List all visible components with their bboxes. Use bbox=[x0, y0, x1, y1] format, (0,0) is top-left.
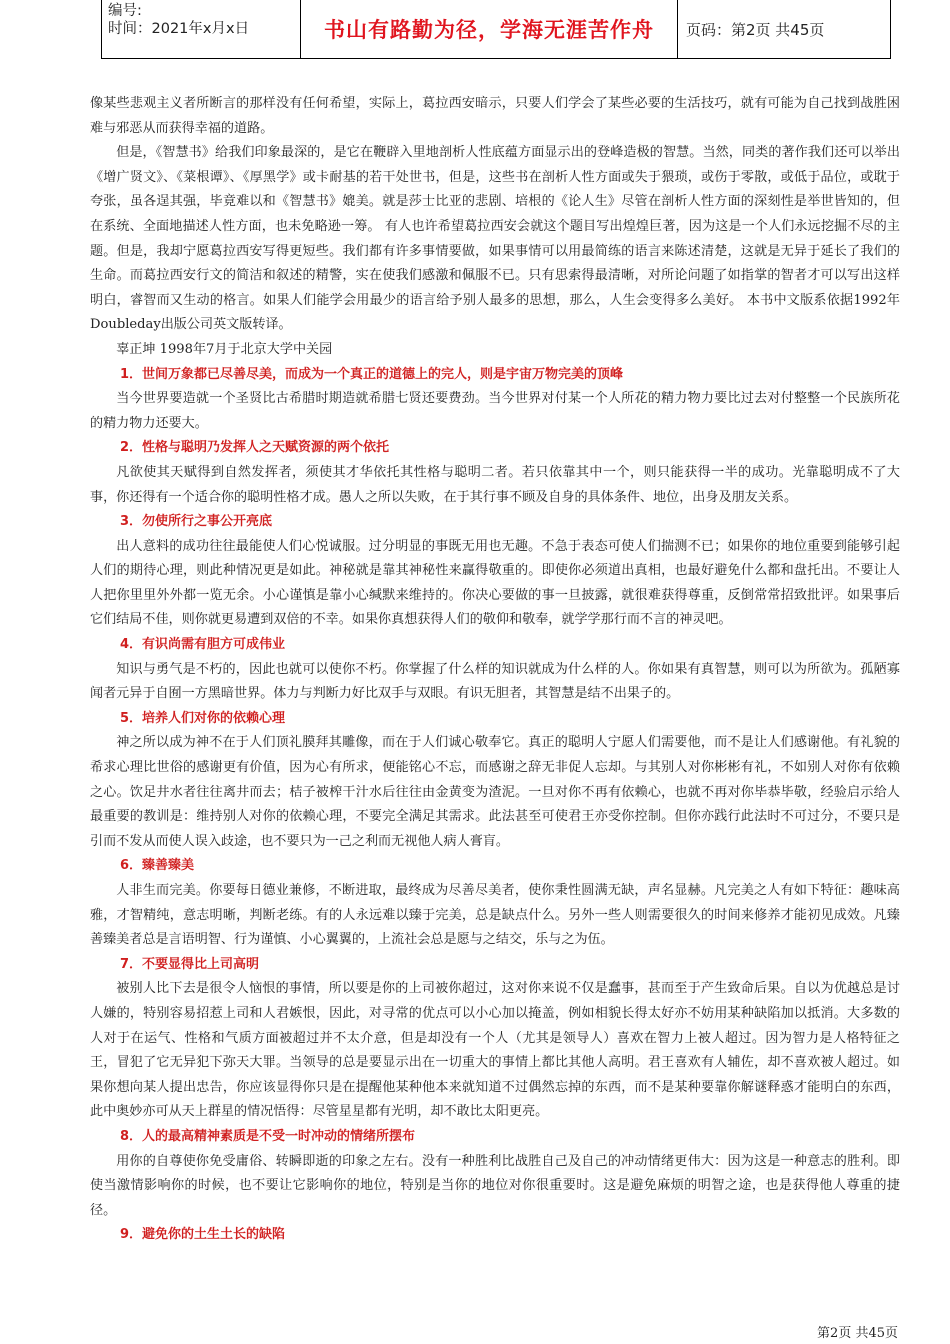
time-label: 时间：2021年x月x日 bbox=[108, 21, 250, 37]
section-body: 知识与勇气是不朽的，因此也就可以使你不朽。你掌握了什么样的知识就成为什么样的人。你如果有真智慧，则可以为所欲为。孤陋寡闻者元异于自囿一方黑暗世界。体力与判断力好比双手与双眼。有识无胆者，其智慧是结不出果子的。 bbox=[90, 661, 900, 702]
section-heading: 4．有识尚需有胆方可成伟业 bbox=[120, 637, 286, 653]
header-left-cell bbox=[102, 0, 301, 58]
section-heading: 1．世间万象都已尽善尽美，而成为一个真正的道德上的完人，则是宇宙万物完美的顶峰 bbox=[120, 366, 624, 382]
section-heading: 5．培养人们对你的依赖心理 bbox=[120, 710, 286, 726]
header-table bbox=[101, 0, 891, 59]
paragraph: 但是，《智慧书》给我们印象最深的，是它在鞭辟入里地剖析人性底蕴方面显示出的登峰造极的智慧。当然，同类的著作我们还可以举出《增广贤文》、《菜根谭》、《厚黑学》或卡耐基的若干处世书，但是，这些书在剖析人性方面或失于猥琐，或伤于零散，或低于品位，或耽于夸张，虽各逞其强，毕竟难以和《智慧书》媲美。就是莎士比亚的悲剧、培根的《论人生》尽管在剖析人性方面的深刻性是举世皆知的，但在系统、全面地描述人性方面，也未免略逊一筹。 有人也许希望葛拉西安会就这个题目写出煌煌巨著，因为这是一个人们永远挖掘不尽的主题。但是，我却宁愿葛拉西安写得更短些。我们都有许多事情要做，如果事情可以用最简练的语言来陈述清楚，这就是无异于延长了我们的生命。而葛拉西安行文的简洁和叙述的精警，实在使我们感激和佩服不已。只有思索得最清晰，对所论问题了如指掌的智者才可以写出这样明白，睿智而又生动的格言。如果人们能学会用最少的语言给予别人最多的思想，那么，人生会变得多么美好。 本书中文版系依据1992年Doubleday出版公司英文版转译。 bbox=[90, 145, 900, 333]
paragraph: 像某些悲观主义者所断言的那样没有任何希望，实际上，葛拉西安暗示，只要人们学会了某些必要的生活技巧，就有可能为自己找到战胜困难与邪恶从而获得幸福的道路。 bbox=[90, 96, 900, 136]
section-heading: 9．避免你的土生土长的缺陷 bbox=[120, 1227, 286, 1243]
section-body: 人非生而完美。你要每日德业兼修，不断进取，最终成为尽善尽美者，使你秉性圆满无缺，声名显赫。凡完美之人有如下特征：趣味高雅，才智精纯，意志明晰，判断老练。有的人永远难以臻于完美，总是缺点什么。另外一些人则需要很久的时间来修养才能初见成效。凡臻善臻美者总是言语明智、行为谨慎、小心翼翼的，上流社会总是愿与之结交，乐与之为伍。 bbox=[90, 883, 900, 948]
section-heading: 8．人的最高精神素质是不受一时冲动的情绪所摆布 bbox=[120, 1128, 416, 1144]
section-body: 凡欲使其天赋得到自然发挥者，须使其才华依托其性格与聪明二者。若只依靠其中一个，则只能获得一半的成功。光靠聪明成不了大事，你还得有一个适合你的聪明性格才成。愚人之所以失败，在于其行事不顾及自身的具体条件、地位，出身及朋友关系。 bbox=[90, 464, 900, 505]
footer-page-number: 第2页 共45页 bbox=[817, 1326, 898, 1341]
section-body: 当今世界要造就一个圣贤比古希腊时期造就希腊七贤还要费劲。当今世界对付某一个人所花的精力物力要比过去对付整整一个民族所花的精力物力还要大。 bbox=[90, 391, 900, 431]
signature-line: 辜正坤 1998年7月于北京大学中关园 bbox=[116, 341, 333, 357]
motto: 书山有路勤为径，学海无涯苦作舟 bbox=[301, 0, 678, 58]
section-heading: 6．臻善臻美 bbox=[120, 858, 195, 874]
section-heading: 3．勿使所行之事公开亮底 bbox=[120, 514, 273, 530]
section-body: 出人意料的成功往往最能使人们心悦诚服。过分明显的事既无用也无趣。不急于表态可使人们揣测不已；如果你的地位重要到能够引起人们的期待心理，则此种情况更是如此。神秘就是靠其神秘性来赢得敬重的。即使你必须道出真相，也最好避免什么都和盘托出。不要让人人把你里里外外都一览无余。小心谨慎是靠小心缄默来维持的。你决心要做的事一旦披露，就很难获得尊重，反倒常常招致批评。如果事后它们结局不佳，则你就更易遭到双倍的不幸。如果你真想获得人们的敬仰和敬奉，就学学那行而不言的神灵吧。 bbox=[90, 538, 900, 628]
page-label: 页码：第2页 共45页 bbox=[686, 20, 825, 39]
section-heading: 2．性格与聪明乃发挥人之天赋资源的两个依托 bbox=[120, 440, 390, 456]
section-heading: 7．不要显得比上司高明 bbox=[120, 956, 260, 972]
document-body bbox=[90, 92, 900, 1248]
section-body: 被别人比下去是很令人恼恨的事情，所以要是你的上司被你超过，这对你来说不仅是蠢事，甚而至于产生致命后果。自以为优越总是讨人嫌的，特别容易招惹上司和人君嫉恨，因此，对寻常的优点可以小心加以掩盖，例如相貌长得太好亦不妨用某种缺陷加以抵消。大多数的人对于在运气、性格和气质方面被超过并不太介意，但是却没有一个人（尤其是领导人）喜欢在智力上被人超过。因为智力是人格特征之王，冒犯了它无异犯下弥天大罪。当领导的总是要显示出在一切重大的事情上都比其他人高明。君王喜欢有人辅佐，却不喜欢被人超过。如果你想向某人提出忠告，你应该显得你只是在提醒他某种他本来就知道不过偶然忘掉的东西，而不是某种要靠你解谜释惑才能明白的东西，此中奥妙亦可从天上群星的情况悟得：尽管星星都有光明，却不敢比太阳更亮。 bbox=[90, 981, 900, 1120]
section-body: 用你的自尊使你免受庸俗、转瞬即逝的印象之左右。没有一种胜利比战胜自己及自己的冲动情绪更伟大：因为这是一种意志的胜利。即使当激情影响你的时候，也不要让它影响你的地位，特别是当你的地位对你很重要时。这是避免麻烦的明智之途，也是获得他人尊重的捷径。 bbox=[90, 1153, 900, 1218]
number-label: 编号: bbox=[108, 3, 142, 19]
section-body: 神之所以成为神不在于人们顶礼膜拜其雕像，而在于人们诚心敬奉它。真正的聪明人宁愿人们需要他，而不是让人们感谢他。有礼貌的希求心理比世俗的感谢更有价值，因为心有所求，便能铭心不忘，而感谢之辞无非促人忘却。与其别人对你彬彬有礼，不如别人对你有依赖之心。饮足井水者往往离井而去；桔子被榨干汁水后往往由金黄变为渣泥。一旦对你不再有依赖心，也就不再对你毕恭毕敬，经验启示给人最重要的教训是：维持别人对你的依赖心理，不要完全满足其需求。此法甚至可使君王亦受你控制。但你亦践行此法时不可过分，不要只是引而不发从而使人误入歧途，也不要只为一己之利而无视他人病人膏肓。 bbox=[90, 735, 900, 849]
